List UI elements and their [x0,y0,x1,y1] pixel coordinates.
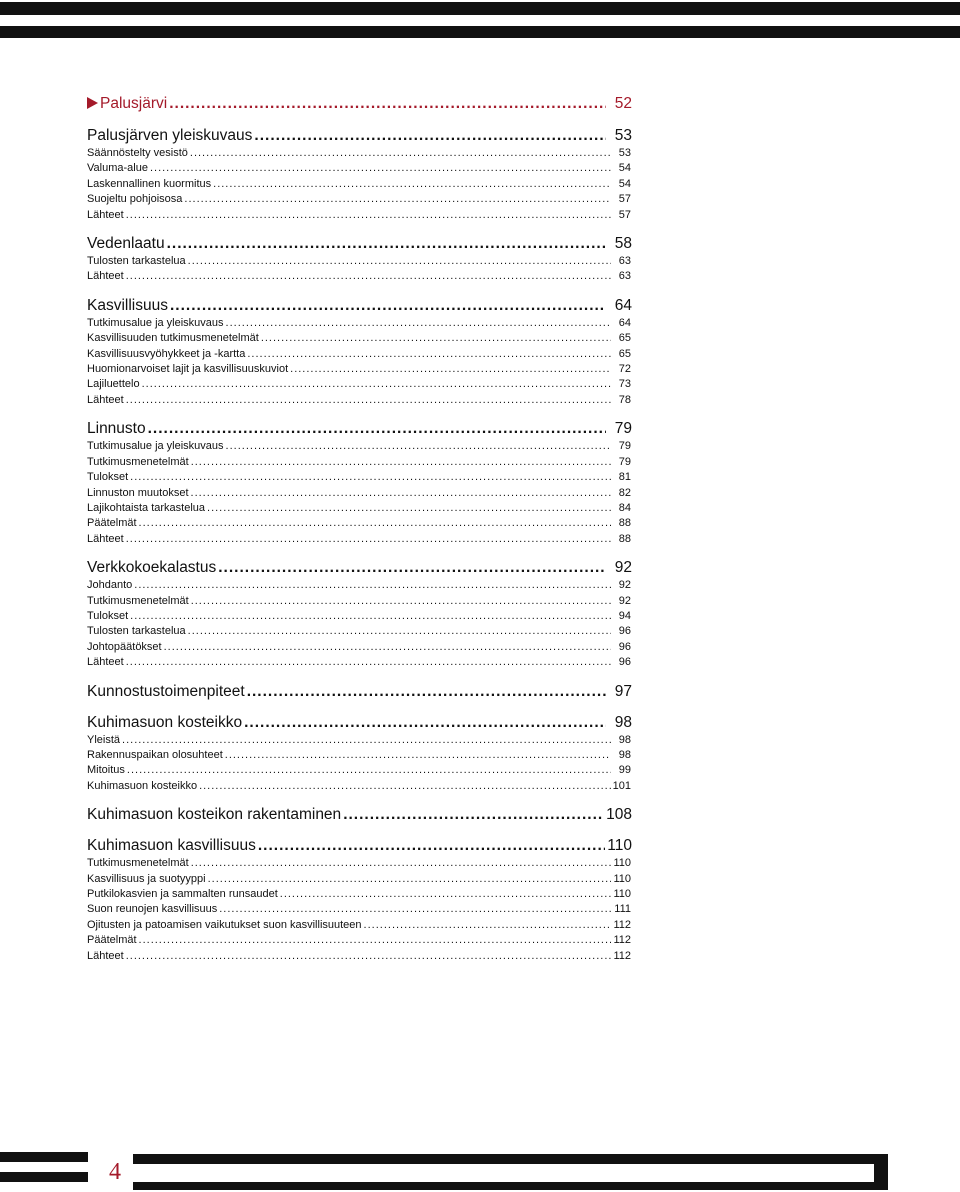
toc-entry-label: Kuhimasuon kasvillisuus [87,837,256,855]
toc-entry-label: Suon reunojen kasvillisuus [87,903,218,916]
toc-subentry[interactable] [87,331,632,346]
toc-entry-label: Kasvillisuusvyöhykkeet ja -kartta [87,347,246,360]
toc-entry-label: Lähteet [87,656,124,669]
toc-subentry[interactable] [87,439,632,454]
toc-subentry[interactable] [87,887,632,902]
toc-entry-page: 84 [618,501,631,514]
toc-entry-label: Lajiluettelo [87,378,140,391]
dot-leader [126,532,611,547]
dot-leader [126,393,611,408]
toc-subentry[interactable] [87,208,632,223]
toc-entry-label: Kasvillisuuden tutkimusmenetelmät [87,332,259,345]
dot-leader [208,872,611,887]
toc-subentry[interactable] [87,872,632,887]
toc-subentry[interactable] [87,763,632,778]
toc-entry-label: Lähteet [87,270,124,283]
toc-entry-label: Kunnostustoimenpiteet [87,682,245,700]
dot-leader [191,486,611,501]
dot-leader [139,516,611,531]
toc-sections [87,126,632,964]
toc-entry-page: 79 [614,420,632,438]
toc-section-entry[interactable] [87,234,632,254]
dot-leader [127,763,611,778]
toc-entry-page: 112 [613,918,631,931]
toc-entry-label: Päätelmät [87,517,137,530]
toc-entry-label: Huomionarvoiset lajit ja kasvillisuuskuviot [87,363,289,376]
toc-subentry[interactable] [87,624,632,639]
toc-entry-page: 110 [613,872,631,885]
toc-entry-label: Lähteet [87,208,124,221]
dot-leader [126,655,611,670]
toc-entry-label: Kasvillisuus ja suotyyppi [87,872,206,885]
toc-entry-page: 53 [614,127,632,144]
dot-leader [191,455,611,470]
toc-subentry[interactable] [87,393,632,408]
toc-subentry[interactable] [87,516,632,531]
toc-section-entry[interactable] [87,419,632,439]
toc-subentry[interactable] [87,347,632,362]
toc-entry-page: 73 [618,378,631,391]
toc-entry-label: Lähteet [87,532,124,545]
toc-entry-label: Tulosten tarkastelua [87,255,186,268]
toc-entry-label: Valuma-alue [87,162,148,175]
toc-entry-page: 98 [618,748,631,761]
toc-entry-label: Johtopäätökset [87,640,162,653]
toc-section-entry[interactable] [87,805,632,825]
table-of-contents [87,94,632,964]
dot-leader [364,918,611,933]
toc-entry-page: 110 [613,857,631,870]
toc-entry-label: Linnusto [87,420,146,438]
page-number: 4 [109,1159,121,1185]
toc-entry-label: Tutkimusalue ja yleiskuvaus [87,440,224,453]
toc-section-entry[interactable] [87,713,632,733]
dot-leader [134,578,611,593]
dot-leader [244,713,606,733]
toc-entry-page: 65 [618,347,631,360]
bottom-rule-left-lower [0,1172,88,1182]
toc-subentry[interactable] [87,269,632,284]
triangle-right-icon [87,97,98,109]
toc-subentry[interactable] [87,192,632,207]
toc-entry-page: 111 [614,903,631,916]
toc-subentry[interactable] [87,918,632,933]
toc-section-entry[interactable] [87,558,632,578]
toc-entry-label: Rakennuspaikan olosuhteet [87,748,223,761]
toc-subentry[interactable] [87,254,632,269]
toc-entry-label: Päätelmät [87,934,137,947]
toc-entry-label: Linnuston muutokset [87,486,189,499]
toc-entry-page: 92 [618,579,631,592]
toc-entry-page: 53 [618,147,631,159]
toc-entry-page: 54 [618,177,631,190]
bottom-rule-left [0,1152,88,1162]
dot-leader [290,362,611,377]
toc-entry-label: Laskennallinen kuormitus [87,177,212,190]
toc-entry-page: 88 [618,532,631,545]
toc-entry-page: 98 [614,713,632,731]
toc-entry-page: 58 [614,235,632,253]
toc-entry-label: Lajikohtaista tarkastelua [87,501,206,514]
toc-entry-label: Kuhimasuon kosteikko [87,779,198,792]
toc-entry-page: 57 [618,208,631,221]
toc-entry-page: 88 [618,517,631,530]
dot-leader [169,94,606,114]
toc-subentry[interactable] [87,146,632,161]
dot-leader [226,316,611,331]
toc-subentry[interactable] [87,486,632,501]
dot-leader [130,470,611,485]
toc-entry-label: Tutkimusmenetelmät [87,857,189,870]
dot-leader [199,779,611,794]
toc-entry-label: Tutkimusmenetelmät [87,594,189,607]
dot-leader [254,126,606,146]
dot-leader [126,949,611,964]
toc-entry-label: Putkilokasvien ja sammalten runsaudet [87,888,278,900]
toc-entry-label: Tutkimusalue ja yleiskuvaus [87,316,224,329]
toc-entry-label: Lähteet [87,393,124,406]
dot-leader [343,805,604,825]
toc-section-entry[interactable] [87,126,632,146]
toc-entry-label: Lähteet [87,949,124,962]
toc-entry-page: 97 [614,682,632,700]
toc-entry-label: Palusjärven yleiskuvaus [87,127,253,144]
toc-entry-label: Ojitusten ja patoamisen vaikutukset suon kasvillisuuteen [87,918,362,931]
toc-entry-page: 54 [618,162,631,175]
dot-leader [280,887,611,902]
dot-leader [190,146,611,161]
toc-entry-label: Kasvillisuus [87,296,168,314]
toc-entry-page: 63 [618,270,631,283]
dot-leader [261,331,611,346]
dot-leader [126,208,611,223]
toc-entry-top[interactable] [87,94,632,114]
toc-subentry[interactable] [87,655,632,670]
dot-leader [258,836,605,856]
toc-entry-page: 92 [618,594,631,607]
dot-leader [139,933,611,948]
toc-subentry[interactable] [87,779,632,794]
bottom-frame [133,1164,888,1190]
toc-subentry[interactable] [87,455,632,470]
top-rule-thin [0,26,960,38]
toc-subentry[interactable] [87,532,632,547]
toc-entry-label: Verkkokoekalastus [87,559,217,577]
toc-entry-label: Kuhimasuon kosteikon rakentaminen [87,806,342,824]
toc-subentry[interactable] [87,933,632,948]
dot-leader [213,177,611,192]
toc-subentry[interactable] [87,856,632,871]
toc-entry-label: Tulokset [87,609,129,622]
toc-entry-label: Tulosten tarkastelua [87,625,186,638]
toc-entry-page: 63 [618,255,631,268]
top-rule-thick [0,2,960,15]
toc-section-entry[interactable] [87,836,632,856]
dot-leader [207,501,611,516]
toc-entry-page: 112 [613,949,631,962]
toc-entry-label: Johdanto [87,579,133,592]
dot-leader [170,296,606,316]
dot-leader [218,558,606,578]
dot-leader [164,640,611,655]
toc-entry-page: 108 [606,806,632,824]
toc-subentry[interactable] [87,748,632,763]
dot-leader [148,419,606,439]
toc-entry-page: 98 [618,733,631,746]
toc-entry-page: 72 [618,363,631,376]
dot-leader [191,594,611,609]
toc-section-entry[interactable] [87,296,632,316]
dot-leader [188,254,611,269]
toc-entry-label: Suojeltu pohjoisosa [87,193,183,206]
toc-subentry[interactable] [87,362,632,377]
toc-subentry[interactable] [87,161,632,176]
dot-leader [126,269,611,284]
toc-subentry[interactable] [87,316,632,331]
toc-entry-label: Palusjärvi [100,95,168,112]
toc-entry-page: 64 [618,316,631,329]
toc-entry-page: 52 [614,95,632,112]
toc-subentry[interactable] [87,470,632,485]
toc-entry-page: 79 [618,455,631,468]
toc-entry-page: 92 [614,559,632,577]
toc-subentry[interactable] [87,594,632,609]
toc-entry-label: Kuhimasuon kosteikko [87,713,243,731]
dot-leader [188,624,611,639]
toc-subentry[interactable] [87,902,632,917]
dot-leader [219,902,611,917]
dot-leader [150,161,611,176]
toc-entry-page: 110 [613,888,631,900]
toc-entry-label: Vedenlaatu [87,235,165,253]
toc-entry-page: 112 [613,934,631,947]
toc-entry-page: 57 [618,193,631,206]
toc-subentry[interactable] [87,377,632,392]
toc-subentry[interactable] [87,609,632,624]
dot-leader [130,609,611,624]
bottom-rule [133,1154,888,1164]
dot-leader [142,377,611,392]
toc-subentry[interactable] [87,640,632,655]
toc-entry-page: 78 [618,393,631,406]
dot-leader [247,347,611,362]
dot-leader [247,682,606,702]
toc-subentry[interactable] [87,578,632,593]
toc-entry-page: 65 [618,332,631,345]
dot-leader [167,234,606,254]
toc-entry-label: Säännöstelty vesistö [87,147,188,159]
toc-subentry[interactable] [87,177,632,192]
dot-leader [191,856,611,871]
toc-entry-page: 94 [618,609,631,622]
toc-entry-label: Yleistä [87,733,121,746]
toc-entry-page: 96 [618,625,631,638]
toc-entry-page: 82 [618,486,631,499]
dot-leader [184,192,611,207]
toc-entry-page: 96 [618,640,631,653]
toc-entry-page: 79 [618,440,631,453]
toc-subentry[interactable] [87,949,632,964]
dot-leader [225,748,611,763]
toc-entry-page: 101 [612,779,631,792]
toc-subentry[interactable] [87,733,632,748]
toc-entry-label: Mitoitus [87,764,125,777]
toc-entry-page: 81 [618,471,631,484]
dot-leader [226,439,611,454]
toc-subentry[interactable] [87,501,632,516]
toc-entry-page: 110 [607,837,632,855]
toc-entry-page: 64 [614,296,632,314]
dot-leader [122,733,611,748]
toc-section-entry[interactable] [87,682,632,702]
toc-entry-page: 99 [618,764,631,777]
toc-entry-label: Tutkimusmenetelmät [87,455,189,468]
toc-entry-label: Tulokset [87,471,129,484]
toc-entry-page: 96 [618,656,631,669]
